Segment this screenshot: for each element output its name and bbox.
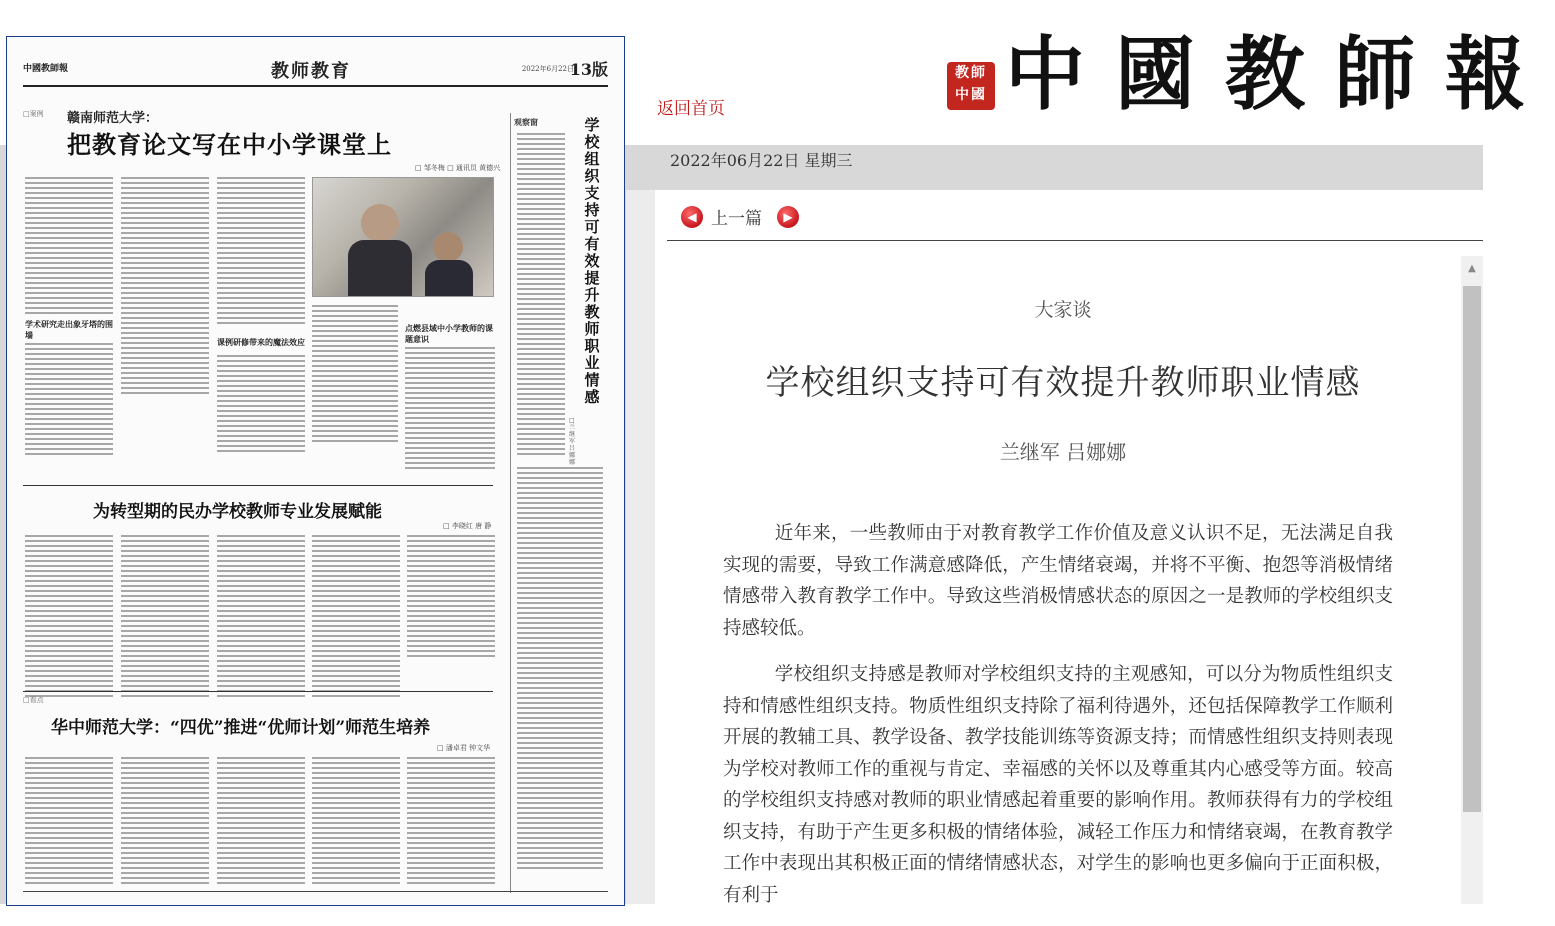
editorial-author: □兰继军 吕娜娜 (569, 417, 576, 466)
article-photo[interactable] (312, 177, 494, 297)
text-column (517, 133, 565, 458)
lead-subhead-3: 点燃县域中小学教师的课题意识 (405, 323, 493, 344)
divider (667, 240, 1483, 241)
text-column (407, 757, 495, 887)
text-column (517, 467, 603, 872)
editorial-title[interactable]: 学校组织支持可有效提升教师职业情感 (584, 116, 600, 406)
page-logo: 中國教師報 (23, 64, 69, 74)
text-column (121, 757, 209, 887)
text-column (121, 535, 209, 700)
page-date: 2022年6月22日 (521, 65, 574, 73)
text-column (217, 177, 305, 327)
text-column (121, 177, 209, 397)
text-column (25, 757, 113, 887)
article-panel (655, 190, 1483, 904)
text-column (217, 535, 305, 700)
editorial-tag: 观察窗 (514, 117, 538, 127)
lead-subhead-1: 学术研究走出象牙塔的围墙 (25, 319, 113, 340)
article-scrollbar[interactable] (1461, 256, 1483, 904)
previous-article-link[interactable]: 上一篇 (711, 209, 762, 229)
text-column (405, 347, 495, 472)
newspaper-seal-logo: 教師 中國 (947, 62, 995, 110)
page-number: 13版 (569, 60, 608, 79)
text-column (25, 535, 113, 700)
lead-subhead-2: 课例研修带来的魔法效应 (217, 337, 305, 347)
divider (23, 691, 493, 692)
text-column (25, 343, 113, 458)
third-tag: □看点 (23, 696, 44, 704)
newspaper-masthead: 中國教師報 (1005, 27, 1555, 121)
text-column (312, 757, 400, 887)
lead-tag: □案例 (23, 110, 44, 118)
article-body (723, 518, 1393, 926)
text-column (217, 757, 305, 887)
text-column (217, 355, 305, 455)
lead-byline: □ 邹冬梅 □ 通讯员 黄德兴 (415, 164, 501, 172)
second-headline[interactable]: 为转型期的民办学校教师专业发展赋能 (93, 502, 382, 522)
previous-arrow-icon[interactable]: ◀ (681, 206, 703, 228)
next-arrow-icon[interactable]: ▶ (777, 206, 799, 228)
lead-subtitle[interactable]: 赣南师范大学： (67, 111, 159, 126)
issue-date: 2022年06月22日 星期三 (670, 151, 853, 170)
page-header (23, 55, 608, 87)
page-section-title: 教师教育 (271, 61, 351, 82)
text-column (312, 305, 398, 445)
second-byline: □ 李晓红 唐 静 (443, 522, 492, 530)
third-byline: □ 潘卓君 钟文华 (437, 744, 491, 752)
text-column (312, 535, 400, 700)
text-column (25, 177, 113, 317)
article-authors: 兰继军 吕娜娜 (999, 440, 1127, 464)
article-paragraph: 近年来，一些教师由于对教育教学工作价值及意义认识不足，无法满足自我实现的需要，导致工作满意感降低，产生情绪衰竭，并将不平衡、抱怨等消极情绪情感带入教育教学工作中。导致这些消极情感状态的原因之一是教师的学校组织支持感较低。 (723, 523, 1393, 639)
third-headline[interactable]: 华中师范大学：“四优”推进“优师计划”师范生培养 (51, 718, 431, 738)
article-title: 学校组织支持可有效提升教师职业情感 (765, 363, 1361, 403)
article-paragraph: 学校组织支持感是教师对学校组织支持的主观感知，可以分为物质性组织支持和情感性组织支持。物质性组织支持除了福利待遇外，还包括保障教学工作顺利开展的教辅工具、教学设备、教学技能训练等资源支持；而情感性组织支持则表现为学校对教师工作的重视与肯定、幸福感的关怀以及尊重其内心感受等方面。较高的学校组织支持感对教师的职业情感起着重要的影响作用。教师获得有力的学校组织支持，有助于产生更多积极的情绪体验，减轻工作压力和情绪衰竭，在教育教学工作中表现出其积极正面的情绪情感状态，对学生的影响也更多偏向于正面积极，有利于 (723, 664, 1393, 906)
divider (23, 485, 493, 486)
scroll-thumb[interactable] (1463, 286, 1481, 812)
page-footer (23, 891, 608, 904)
home-link[interactable]: 返回首页 (657, 99, 725, 119)
text-column (407, 535, 495, 660)
column-name: 大家谈 (1034, 299, 1092, 321)
newspaper-page-image[interactable] (6, 36, 625, 906)
lead-headline[interactable]: 把教育论文写在中小学课堂上 (67, 130, 392, 159)
scroll-up-arrow-icon[interactable]: ▲ (1468, 263, 1476, 274)
